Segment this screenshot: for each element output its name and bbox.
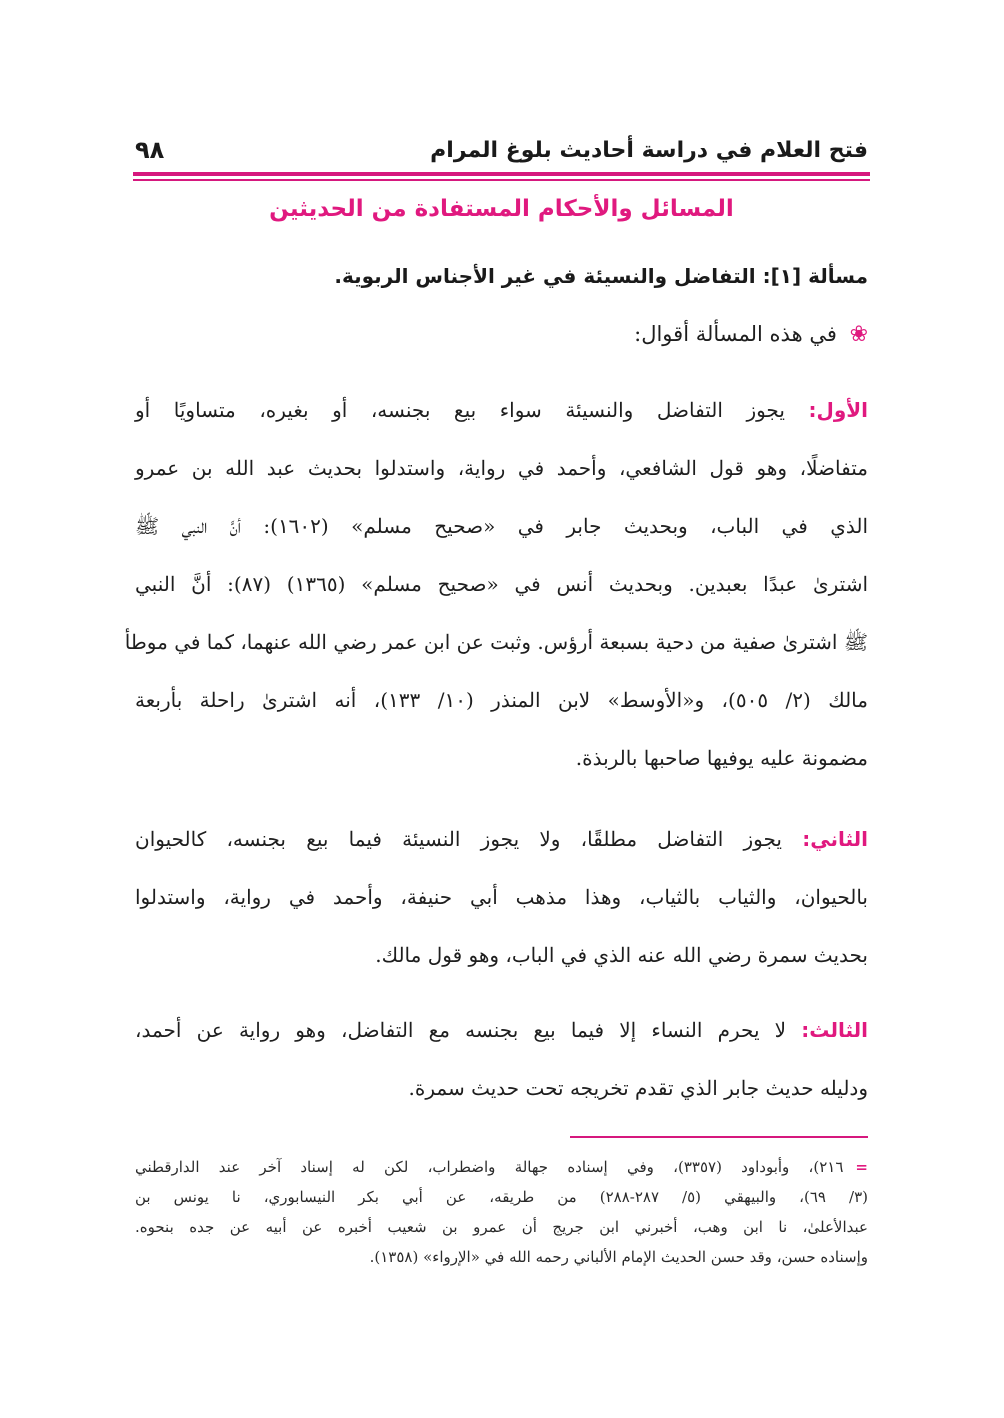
page-number: ٩٨ bbox=[135, 136, 165, 164]
opinion-line: متفاضلًا، وهو قول الشافعي، وأحمد في رواية، واستدلوا بحديث عبد الله بن عمرو bbox=[135, 456, 868, 480]
opinion-third bbox=[135, 1001, 868, 1117]
issue-heading bbox=[135, 264, 868, 288]
issue-title: التفاضل والنسيئة في غير الأجناس الربوية. bbox=[334, 264, 756, 288]
opinion-label: الثالث: bbox=[801, 1018, 868, 1042]
opinion-line: الثالث: لا يحرم النساء إلا فيما بيع بجنسه مع التفاضل، وهو رواية عن أحمد، bbox=[135, 1018, 868, 1042]
opinion-label: الثاني: bbox=[802, 827, 869, 851]
footnote-continuation-marker: = bbox=[855, 1158, 868, 1176]
footnote-line: (٣/ ٦٩)، والبيهقي (٥/ ٢٨٧-٢٨٨) من طريقه، عن أبي بكر النيسابوري، نا يونس بن bbox=[135, 1188, 869, 1206]
opinion-line: الأول: يجوز التفاضل والنسيئة سواء بيع بجنسه، أو بغيره، متساويًا أو bbox=[135, 398, 869, 422]
running-header bbox=[135, 130, 868, 170]
opinion-line: ﷺ اشترىٰ صفية من دحية بسبعة أرؤس. وثبت عن ابن عمر رضي الله عنهما، كما في موطأ bbox=[124, 630, 868, 654]
opinion-line: مالك (٢/ ٥٠٥)، و«الأوسط» لابن المنذر (١٠/ ١٣٣)، أنه اشترىٰ راحلة بأربعة bbox=[135, 688, 868, 712]
intro-line bbox=[135, 322, 868, 347]
opinion-line: بحديث سمرة رضي الله عنه الذي في الباب، وهو قول مالك. bbox=[375, 943, 868, 967]
intro-text: في هذه المسألة أقوال: bbox=[634, 322, 837, 346]
section-title: المسائل والأحكام المستفادة من الحديثين bbox=[269, 196, 734, 222]
book-title: فتح العلام في دراسة أحاديث بلوغ المرام bbox=[430, 137, 868, 163]
opinion-line: اشترىٰ عبدًا بعبدين. وبحديث أنس في «صحيح مسلم» (١٣٦٥) (٨٧): أنَّ النبي bbox=[135, 572, 869, 596]
opinion-line: ودليله حديث جابر الذي تقدم تخريجه تحت حديث سمرة. bbox=[408, 1076, 868, 1100]
opinion-line: الثاني: يجوز التفاضل مطلقًا، ولا يجوز النسيئة فيما بيع بجنسه، كالحيوان bbox=[135, 827, 869, 851]
footnote-separator bbox=[570, 1136, 868, 1138]
opinion-label: الأول: bbox=[808, 398, 869, 422]
flower-icon: ❀ bbox=[849, 322, 868, 347]
header-rule-thin bbox=[133, 179, 870, 181]
footnote-line: عبدالأعلىٰ، نا ابن وهب، أخبرني ابن جريج أن عمرو بن شعيب أخبره عن أبيه عن جده بنحوه. bbox=[135, 1218, 868, 1236]
opinion-line: الذي في الباب، وبحديث جابر في «صحيح مسلم» (١٦٠٢): أنَّ النبي ﷺ bbox=[135, 514, 868, 538]
header-rule-thick bbox=[133, 172, 870, 176]
footnote-line: =٢١٦)، وأبوداود (٣٣٥٧)، وفي إسناده جهالة واضطراب، لكن له إسناد آخر عند الدارقطني bbox=[135, 1158, 868, 1176]
footnote bbox=[135, 1152, 868, 1272]
footnote-line: وإسناده حسن، وقد حسن الحديث الإمام الألباني رحمه الله في «الإرواء» (١٣٥٨). bbox=[369, 1248, 868, 1266]
opinion-first bbox=[124, 381, 869, 787]
issue-label: مسألة [١]: bbox=[762, 264, 868, 288]
opinion-line: بالحيوان، والثياب بالثياب، وهذا مذهب أبي حنيفة، وأحمد في رواية، واستدلوا bbox=[135, 885, 868, 909]
opinion-second bbox=[135, 810, 868, 984]
opinion-line: مضمونة عليه يوفيها صاحبها بالربذة. bbox=[575, 746, 868, 770]
